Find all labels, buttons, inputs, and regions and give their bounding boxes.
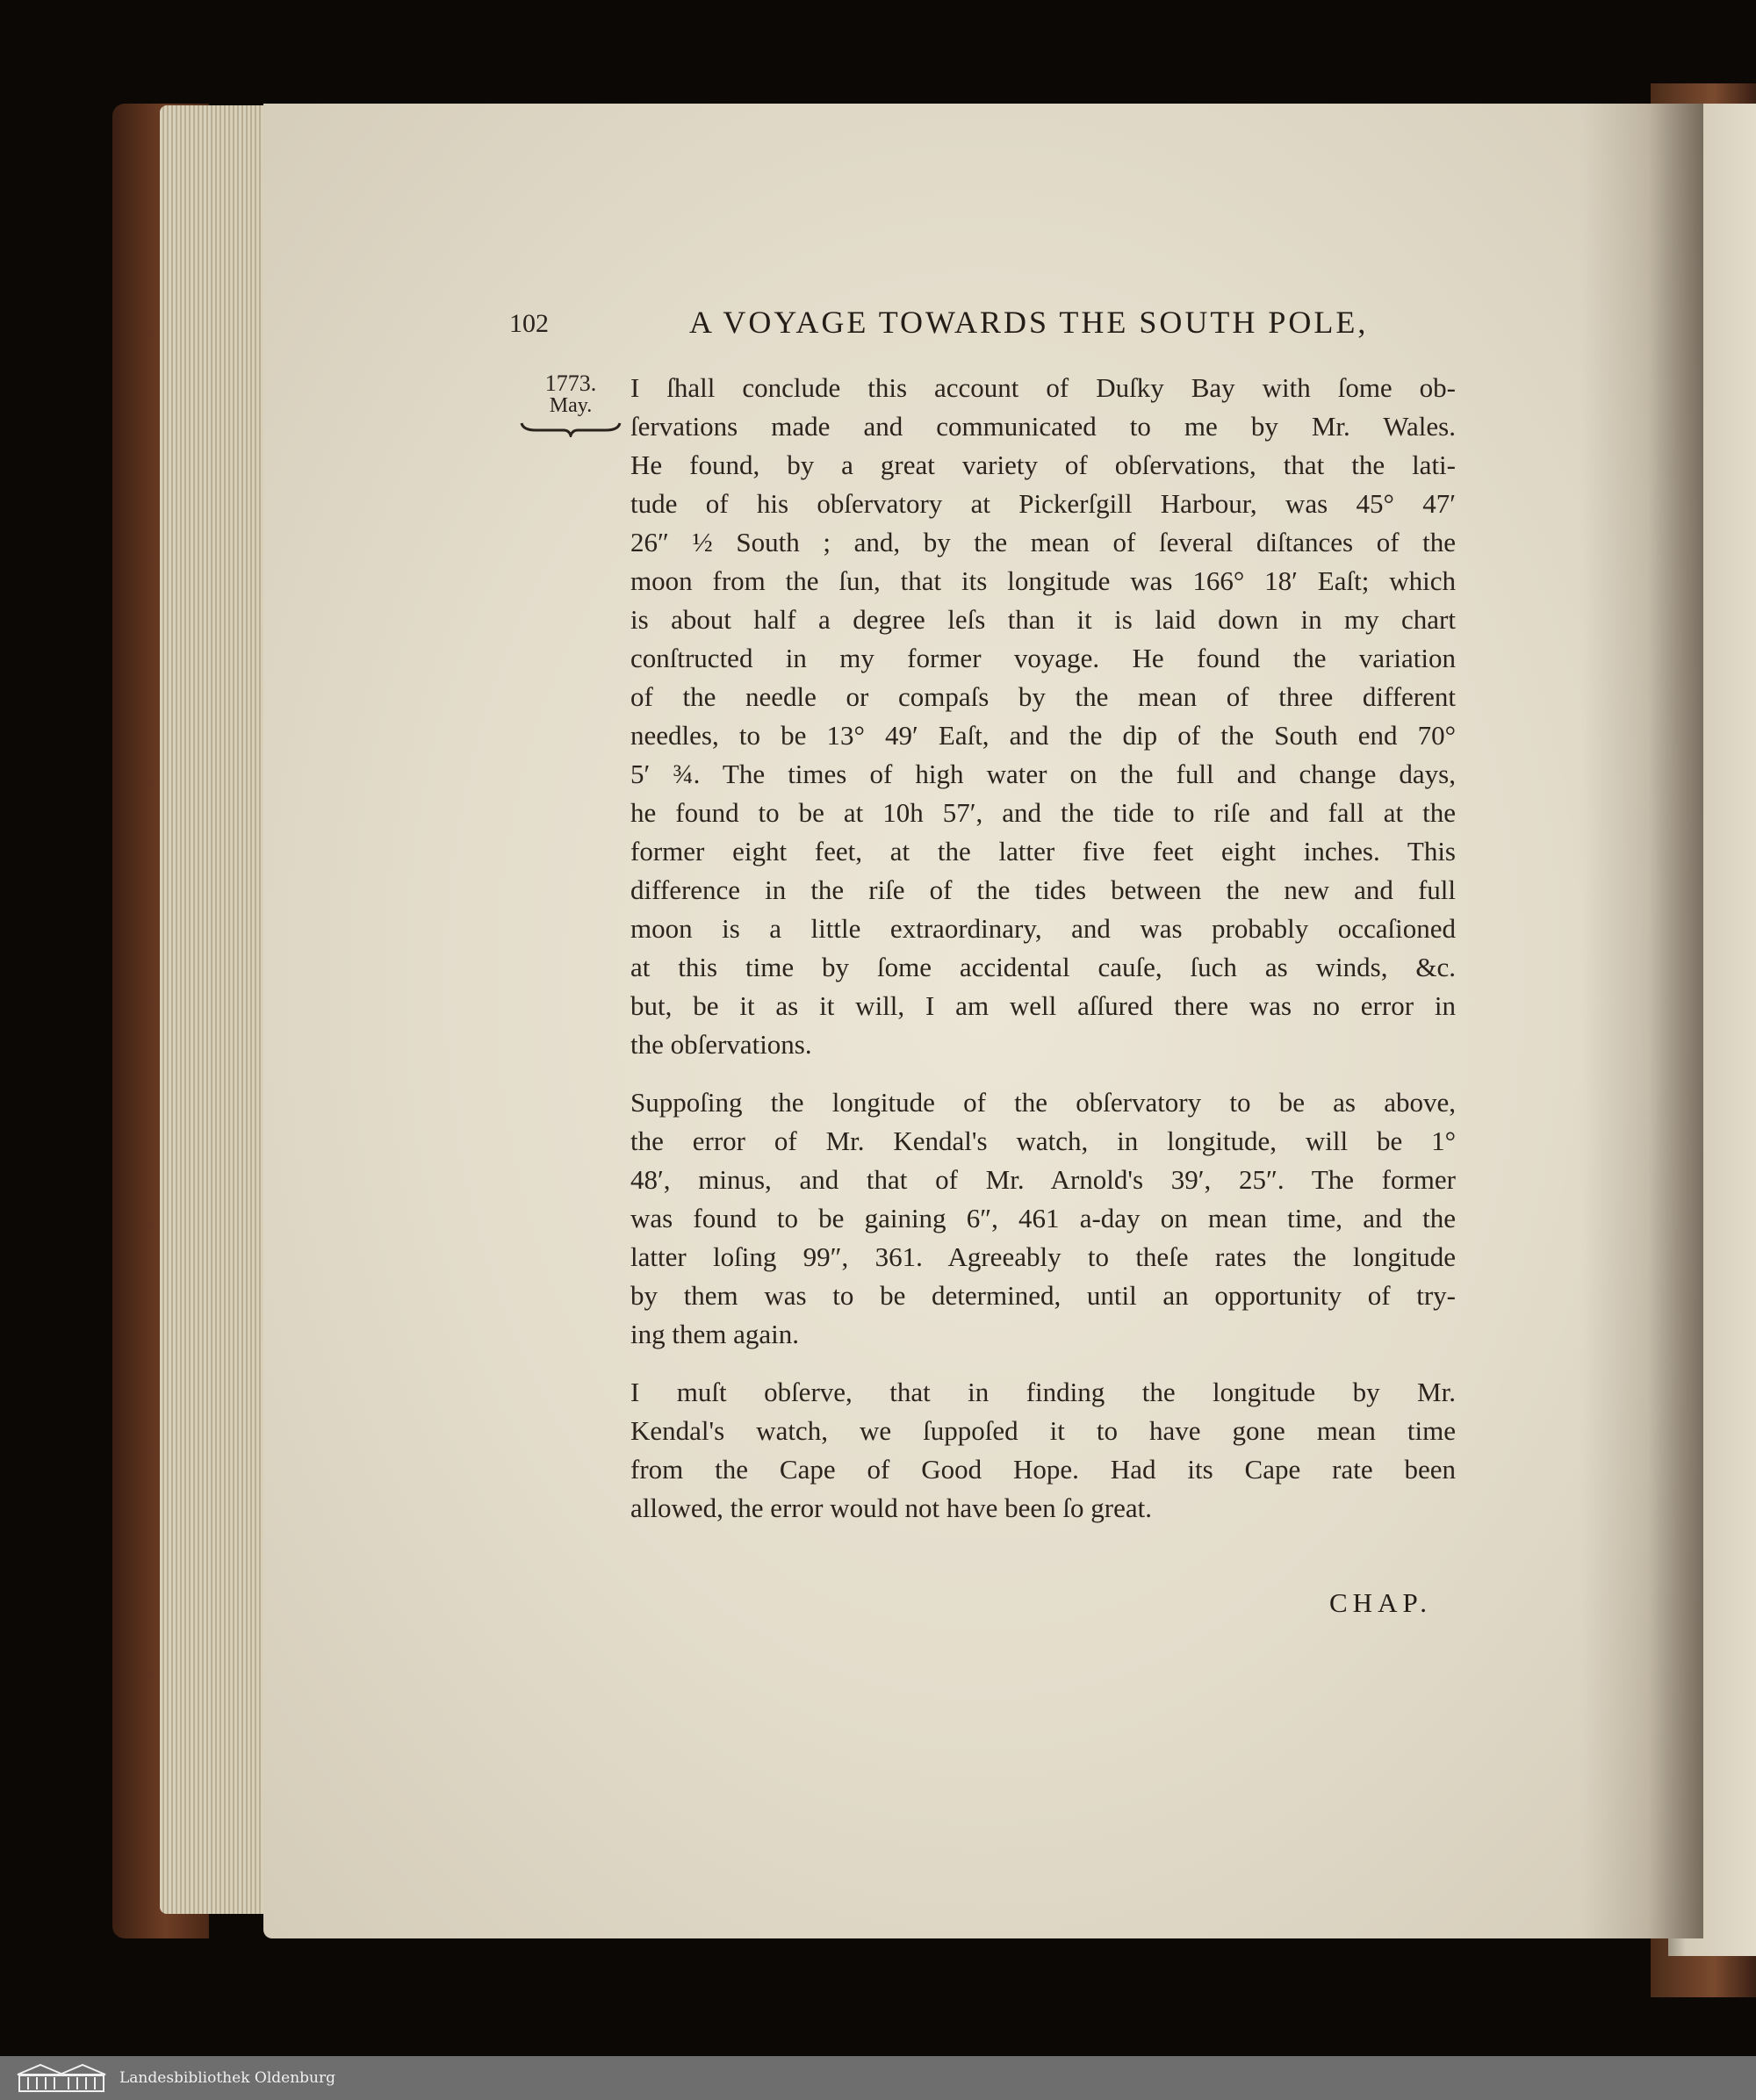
- page-edges: [160, 105, 274, 1914]
- text-line: I ſhall conclude this account of Duſky Bay with ſome ob-: [630, 372, 1456, 403]
- text-line: but, be it as it will, I am well aſſured there was no error in: [630, 990, 1456, 1021]
- text-line: needles, to be 13° 49′ Eaſt, and the dip of the South end 70°: [630, 720, 1456, 751]
- margin-month: May.: [549, 394, 593, 417]
- text-line: difference in the riſe of the tides between the new and full: [630, 874, 1456, 905]
- page-gutter-shadow: [1580, 104, 1703, 1938]
- text-line: conſtructed in my former voyage. He found the variation: [630, 643, 1456, 673]
- page-number: 102: [509, 309, 549, 338]
- text-line: 48′, minus, and that of Mr. Arnold's 39′, 25″. The former: [630, 1164, 1456, 1195]
- body-text: [630, 369, 1456, 1528]
- running-head: A VOYAGE TOWARDS THE SOUTH POLE,: [689, 305, 1369, 340]
- catchword: CHAP.: [1329, 1587, 1433, 1618]
- text-line: ing them again.: [630, 1319, 799, 1349]
- text-line: the obſervations.: [630, 1029, 812, 1060]
- text-line: 26″ ½ South ; and, by the mean of ſeveral diſtances of the: [630, 527, 1456, 557]
- text-line: of the needle or compaſs by the mean of three different: [630, 681, 1456, 712]
- text-line: from the Cape of Good Hope. Had its Cape rate been: [630, 1454, 1456, 1485]
- text-line: moon is a little extraordinary, and was probably occaſioned: [630, 913, 1456, 944]
- text-line: tude of his obſervatory at Pickerſgill Harbour, was 45° 47′: [630, 488, 1456, 519]
- library-building-icon: [16, 2062, 107, 2094]
- text-line: moon from the ſun, that its longitude was 166° 18′ Eaſt; which: [630, 565, 1456, 596]
- paragraph: [630, 1373, 1456, 1528]
- library-name: Landesbibliothek Oldenburg: [119, 2069, 336, 2087]
- text-line: by them was to be determined, until an opportunity of try-: [630, 1280, 1456, 1311]
- text-line: was found to be gaining 6″, 461 a-day on mean time, and the: [630, 1203, 1456, 1233]
- text-line: he found to be at 10h 57′, and the tide to riſe and fall at the: [630, 797, 1456, 828]
- footer-bar: [0, 2056, 1756, 2100]
- text-line: Suppoſing the longitude of the obſervatory to be as above,: [630, 1087, 1456, 1118]
- text-line: allowed, the error would not have been ſo great.: [630, 1492, 1152, 1523]
- margin-brace-icon: [518, 420, 623, 437]
- text-line: former eight feet, at the latter five feet eight inches. This: [630, 836, 1456, 867]
- paragraph: [630, 369, 1456, 1064]
- text-line: latter loſing 99″, 361. Agreeably to theſe rates the longitude: [630, 1241, 1456, 1272]
- text-line: is about half a degree leſs than it is laid down in my chart: [630, 604, 1456, 635]
- text-line: He found, by a great variety of obſervations, that the lati-: [630, 449, 1456, 480]
- margin-date-note: [518, 372, 623, 437]
- paragraph: [630, 1083, 1456, 1354]
- text-line: I muſt obſerve, that in finding the longitude by Mr.: [630, 1377, 1456, 1407]
- text-line: 5′ ¾. The times of high water on the full and change days,: [630, 759, 1456, 789]
- text-line: ſervations made and communicated to me by Mr. Wales.: [630, 411, 1456, 442]
- text-line: at this time by ſome accidental cauſe, ſuch as winds, &c.: [630, 952, 1456, 982]
- text-line: the error of Mr. Kendal's watch, in longitude, will be 1°: [630, 1126, 1456, 1156]
- text-line: Kendal's watch, we ſuppoſed it to have gone mean time: [630, 1415, 1456, 1446]
- margin-year: 1773.: [544, 370, 597, 396]
